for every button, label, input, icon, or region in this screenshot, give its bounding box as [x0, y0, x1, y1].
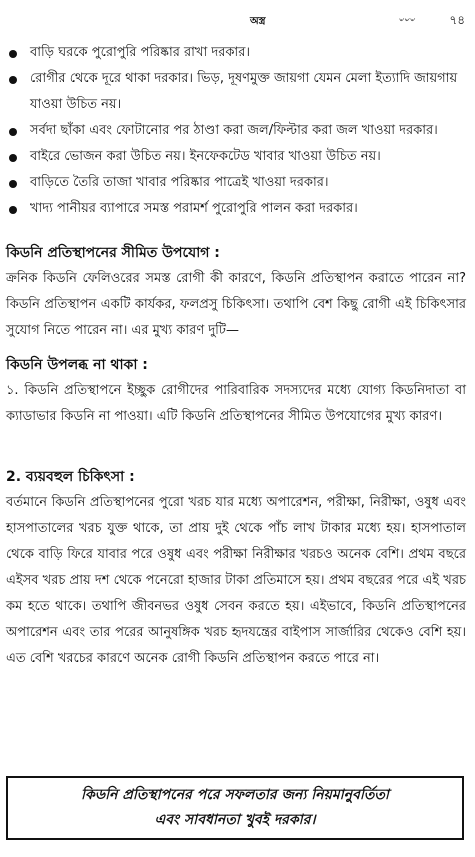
page-number: ৭৪ — [449, 13, 465, 27]
bullet-icon — [9, 206, 17, 214]
list-item — [6, 144, 462, 170]
list-item — [6, 66, 462, 118]
section-heading: কিডনি উপলব্ধ না থাকা : — [6, 357, 148, 373]
list-item-text: বাড়িতে তৈরি তাজা খাবার পরিষ্কার পাত্রেই খাওয়া দরকার। — [30, 175, 329, 190]
section-paragraph: ১. কিডনি প্রতিস্থাপনে ইচ্ছুক রোগীদের পারিবারিক সদস্যদের মধ্যে যোগ্য কিডনিদাতা বা ক্যাডাভার কিডনি না পাওয়া। এটি কিডনি প্রতিস্থাপনের সীমিত উপযোগের মুখ্য কারণ। — [6, 383, 466, 424]
bullet-icon — [9, 154, 17, 162]
callout-line-1: কিডনি প্রতিস্থাপনের পরে সফলতার জন্য নিয়মানুবর্তিতা — [81, 787, 389, 803]
limited-use-section — [6, 240, 466, 344]
list-item — [6, 118, 462, 144]
list-item-text: রোগীর থেকে দূরে থাকা দরকার। ভিড়, দূষণমুক্ত জায়গা যেমন মেলা ইত্যাদি জায়গায় যাওয়া উচিত নয়। — [30, 71, 458, 112]
precautions-list — [6, 40, 462, 222]
header-scribble: ৺৺৺ — [398, 17, 415, 27]
list-item-text: খাদ্য পানীয়র ব্যাপারে সমস্ত পরামর্শ পুরোপুরি পালন করা দরকার। — [30, 201, 358, 216]
header-mark: অস্ত্র — [250, 16, 266, 27]
bullet-icon — [9, 50, 17, 58]
expensive-treatment-section — [6, 464, 466, 672]
list-item — [6, 40, 462, 66]
section-heading: 2. ব্যয়বহুল চিকিৎসা : — [6, 469, 135, 485]
bullet-icon — [9, 180, 17, 188]
bullet-icon — [9, 128, 17, 136]
bullet-icon — [9, 76, 17, 84]
unavailable-section — [6, 352, 466, 430]
list-item-text: বাইরে ভোজন করা উচিত নয়। ইনফেকটেড খাবার খাওয়া উচিত নয়। — [30, 149, 381, 164]
list-item — [6, 170, 462, 196]
callout-box — [6, 776, 464, 840]
list-item-text: সর্বদা ছাঁকা এবং ফোটানোর পর ঠাণ্ডা করা জল/ফিল্টার করা জল খাওয়া দরকার। — [30, 123, 438, 138]
section-paragraph: বর্তমানে কিডনি প্রতিস্থাপনের পুরো খরচ যার মধ্যে অপারেশন, পরীক্ষা, নিরীক্ষা, ওষুধ এবং হাসপাতালের খরচ যুক্ত থাকে, তা প্রায় দুই থেকে পাঁচ লাখ টাকার মধ্যে হয়। হাসপাতাল থেকে বাড়ি ফিরে যাবার পরে ওষুধ এবং পরীক্ষা নিরীক্ষার খরচও অনেক বেশি। প্রথম বছরে এইসব খরচ প্রায় দশ থেকে পনেরো হাজার টাকা প্রতিমাসে হয়। প্রথম বছরের পরে এই খরচ কম হতে থাকে। তথাপি জীবনভর ওষুধ সেবন করতে হয়। এইভাবে, কিডনি প্রতিস্থাপনের অপারেশন এবং তার পরের আনুষঙ্গিক খরচ হৃদযন্ত্রের বাইপাস সার্জারির থেকেও বেশি হয়। এত বেশি খরচের কারণে অনেক রোগী কিডনি প্রতিস্থাপন করতে পারে না। — [6, 495, 466, 666]
section-paragraph: ক্রনিক কিডনি ফেলিওরের সমস্ত রোগী কী কারণে, কিডনি প্রতিস্থাপন করাতে পারেন না? কিডনি প্রতিস্থাপন একটি কার্যকর, ফলপ্রসু চিকিৎসা। তথাপি বেশ কিছু রোগী এই চিকিৎসার সুযোগ নিতে পারেন না। এর মুখ্য কারণ দুটি— — [6, 271, 466, 338]
list-item-text: বাড়ি ঘরকে পুরোপুরি পরিষ্কার রাখা দরকার। — [30, 45, 251, 60]
list-item — [6, 196, 462, 222]
section-heading: কিডনি প্রতিস্থাপনের সীমিত উপযোগ : — [6, 245, 220, 261]
callout-line-2: এবং সাবধানতা খুবই দরকার। — [154, 812, 316, 828]
